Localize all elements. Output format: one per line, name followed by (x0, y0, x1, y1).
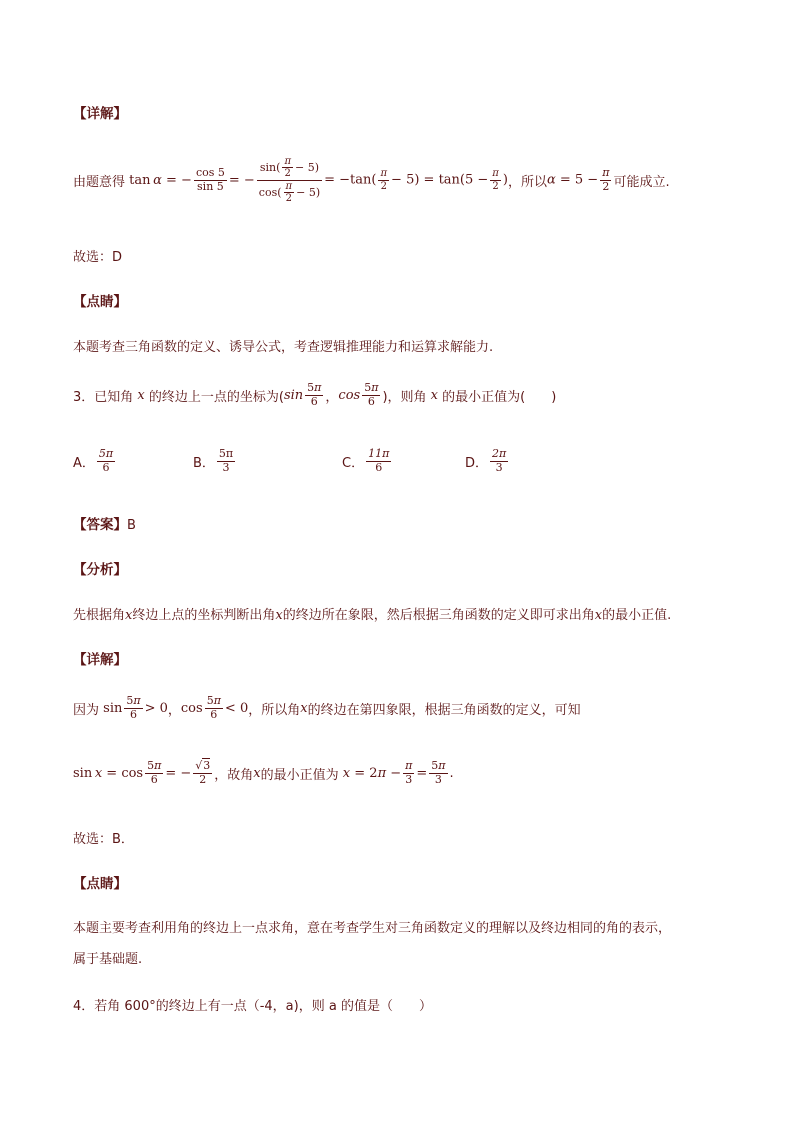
derivation-suffix: 可能成立. (613, 174, 670, 190)
formula-tan-alpha: tan α = − (125, 172, 192, 188)
fraction-cos5-sin5: $\frac{\cos 5}{\sin 5}$ (195, 165, 225, 193)
option-fraction: $\frac{5\pi}{6}$ (98, 446, 114, 474)
option-fraction: $\frac{5\pi}{3}$ (218, 446, 234, 474)
analysis-text: 先根据角x终边上点的坐标判断出角x的终边所在象限，然后根据三角函数的定义即可求出角x的最小正值. (73, 608, 672, 623)
option-a[interactable] (73, 442, 117, 480)
choice-2: 故选：B． (73, 832, 134, 847)
question-4-stem: 4．若角 600°的终边上有一点（-4，a)，则 a 的值是（ ） (73, 999, 432, 1014)
derivation-prefix: 由题意得 (73, 174, 126, 190)
detail-line-1: 因为 sin $\frac{5\pi}{6}$ > 0 ， cos $\frac{5\pi}{6}$ < 0 ，所以角 x 的终边在第四象限，根据三角函数的定义，可知 (73, 693, 581, 721)
question-3-stem: 3．已知角 x 的终边上一点的坐标为( sin $\frac{5\pi}{6}$ ， cos $\frac{5\pi}{6}$ )，则角 x 的最小正值为( ) (73, 380, 557, 408)
answer-value: B (127, 518, 136, 533)
comment-heading-1: 【点睛】 (73, 294, 127, 310)
derivation-mid: ，所以 (507, 174, 547, 190)
option-label: B． (193, 455, 215, 471)
comment-heading-2: 【点睛】 (73, 876, 127, 892)
fraction-5pi-6: $\frac{5\pi}{6}$ (364, 380, 379, 408)
detail-heading-2: 【详解】 (73, 652, 127, 668)
comment-2-line-1: 本题主要考查利用角的终边上一点求角，意在考查学生对三角函数定义的理解以及终边相同的角的表示， (73, 921, 672, 936)
answer-heading: 【答案】 (73, 517, 127, 533)
fraction-5pi-6: $\frac{5\pi}{6}$ (307, 380, 322, 408)
option-c[interactable] (342, 442, 393, 480)
analysis-heading: 【分析】 (73, 562, 127, 578)
comment-1: 本题考查三角函数的定义、诱导公式，考查逻辑推理能力和运算求解能力. (73, 340, 494, 355)
comment-2-line-2: 属于基础题. (73, 952, 143, 967)
detail-heading-1: 【详解】 (73, 106, 127, 122)
option-label: D． (465, 455, 489, 471)
fraction-sin-cos-shift: sin( $\frac{\pi}{2}$ − 5) cos( $\frac{\pi}{2}$ − 5) (258, 155, 321, 204)
option-fraction: $\frac{11\pi}{6}$ (368, 446, 390, 474)
option-label: C． (342, 455, 365, 471)
option-fraction: $\frac{2\pi}{3}$ (492, 446, 507, 474)
formula-alpha-value: α = 5 − $\frac{\pi}{2}$ (546, 165, 610, 193)
detail-line-2: sin x = cos $\frac{5\pi}{6}$ = − $\frac{√3}{2}$ ，故角 x 的最小正值为 x = 2π − $\frac{\pi}{3}$ = $\frac{5\pi}{3}$ . (73, 758, 454, 786)
option-label: A． (73, 455, 95, 471)
derivation-line: 由题意得 tan α = − $\frac{\cos 5}{\sin 5}$ = − sin( $\frac{\pi}{2}$ − 5) cos( $\frac{\pi}{2}$ − 5) = −tan( $\frac{\pi}{2}$ − 5) = tan(5 − $\frac{\pi}{2}$ ) ，所以 α = 5 − $\frac{\pi}{2}$ 可能成立. (73, 155, 670, 204)
option-d[interactable] (465, 442, 510, 480)
answer-line (73, 513, 136, 533)
option-b[interactable] (193, 442, 237, 480)
choice-1: 故选：D (73, 250, 123, 265)
